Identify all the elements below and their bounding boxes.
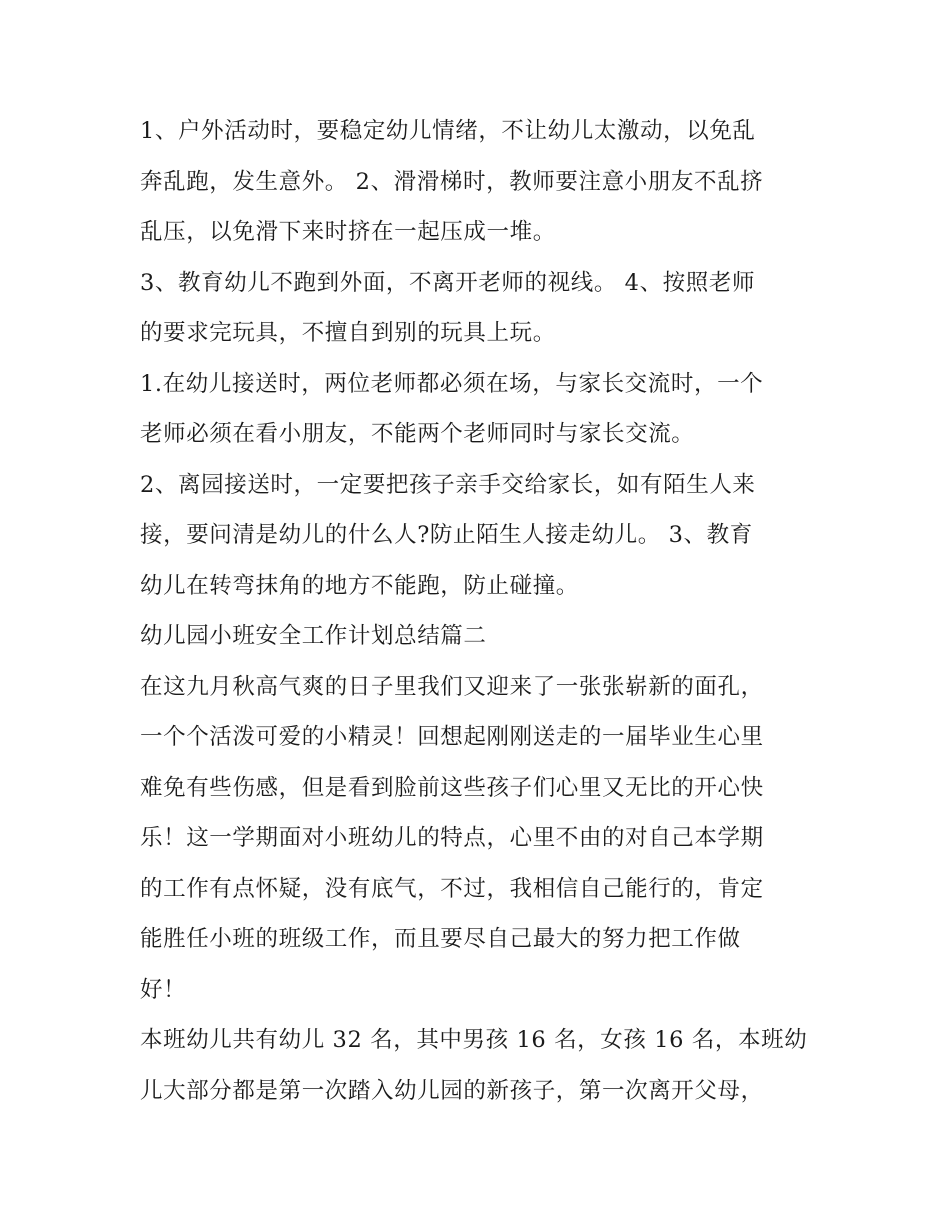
paragraph-introduction — [140, 662, 820, 1016]
text-line: 能胜任小班的班级工作，而且要尽自己最大的努力把工作做 — [140, 926, 741, 952]
paragraph-teacher-sight — [140, 258, 820, 359]
text-line: 老师必须在看小朋友，不能两个老师同时与家长交流。 — [140, 421, 695, 447]
text-line: 乱压，以免滑下来时挤在一起压成一堆。 — [140, 219, 556, 245]
text-line: 1.在幼儿接送时，两位老师都必须在场，与家长交流时，一个 — [140, 370, 764, 397]
text-line: 难免有些伤感，但是看到脸前这些孩子们心里又无比的开心快 — [140, 774, 764, 801]
text-line: 3、教育幼儿不跑到外面，不离开老师的视线。 4、按照老师 — [140, 269, 756, 296]
text-line: 好！ — [140, 976, 187, 1003]
text-line: 1、户外活动时，要稳定幼儿情绪，不让幼儿太激动，以免乱 — [140, 118, 756, 144]
paragraph-pickup-teachers — [140, 359, 820, 460]
text-line: 幼儿在转弯抹角的地方不能跑，防止碰撞。 — [140, 572, 579, 599]
document-body — [140, 106, 820, 1116]
paragraph-pickup-handover — [140, 460, 820, 612]
text-line: 本班幼儿共有幼儿 32 名，其中男孩 16 名，女孩 16 名，本班幼 — [140, 1027, 808, 1053]
text-line: 奔乱跑，发生意外。 2、滑滑梯时，教师要注意小朋友不乱挤 — [140, 168, 764, 195]
section-heading — [140, 611, 820, 662]
text-line: 在这九月秋高气爽的日子里我们又迎来了一张张崭新的面孔， — [140, 673, 764, 700]
paragraph-class-overview — [140, 1015, 820, 1116]
text-line: 儿大部分都是第一次踏入幼儿园的新孩子，第一次离开父母， — [140, 1077, 764, 1104]
text-line: 的要求完玩具，不擅自到别的玩具上玩。 — [140, 320, 556, 346]
text-line: 一个个活泼可爱的小精灵！回想起刚刚送走的一届毕业生心里 — [140, 724, 764, 750]
paragraph-outdoor-safety — [140, 106, 820, 258]
section-title: 幼儿园小班安全工作计划总结篇二 — [140, 623, 487, 649]
text-line: 2、离园接送时，一定要把孩子亲手交给家长，如有陌生人来 — [140, 471, 756, 498]
text-line: 的工作有点怀疑，没有底气，不过，我相信自己能行的，肯定 — [140, 875, 764, 902]
text-line: 乐！这一学期面对小班幼儿的特点，心里不由的对自己本学期 — [140, 825, 764, 851]
text-line: 接，要问清是幼儿的什么人?防止陌生人接走幼儿。 3、教育 — [140, 522, 753, 548]
